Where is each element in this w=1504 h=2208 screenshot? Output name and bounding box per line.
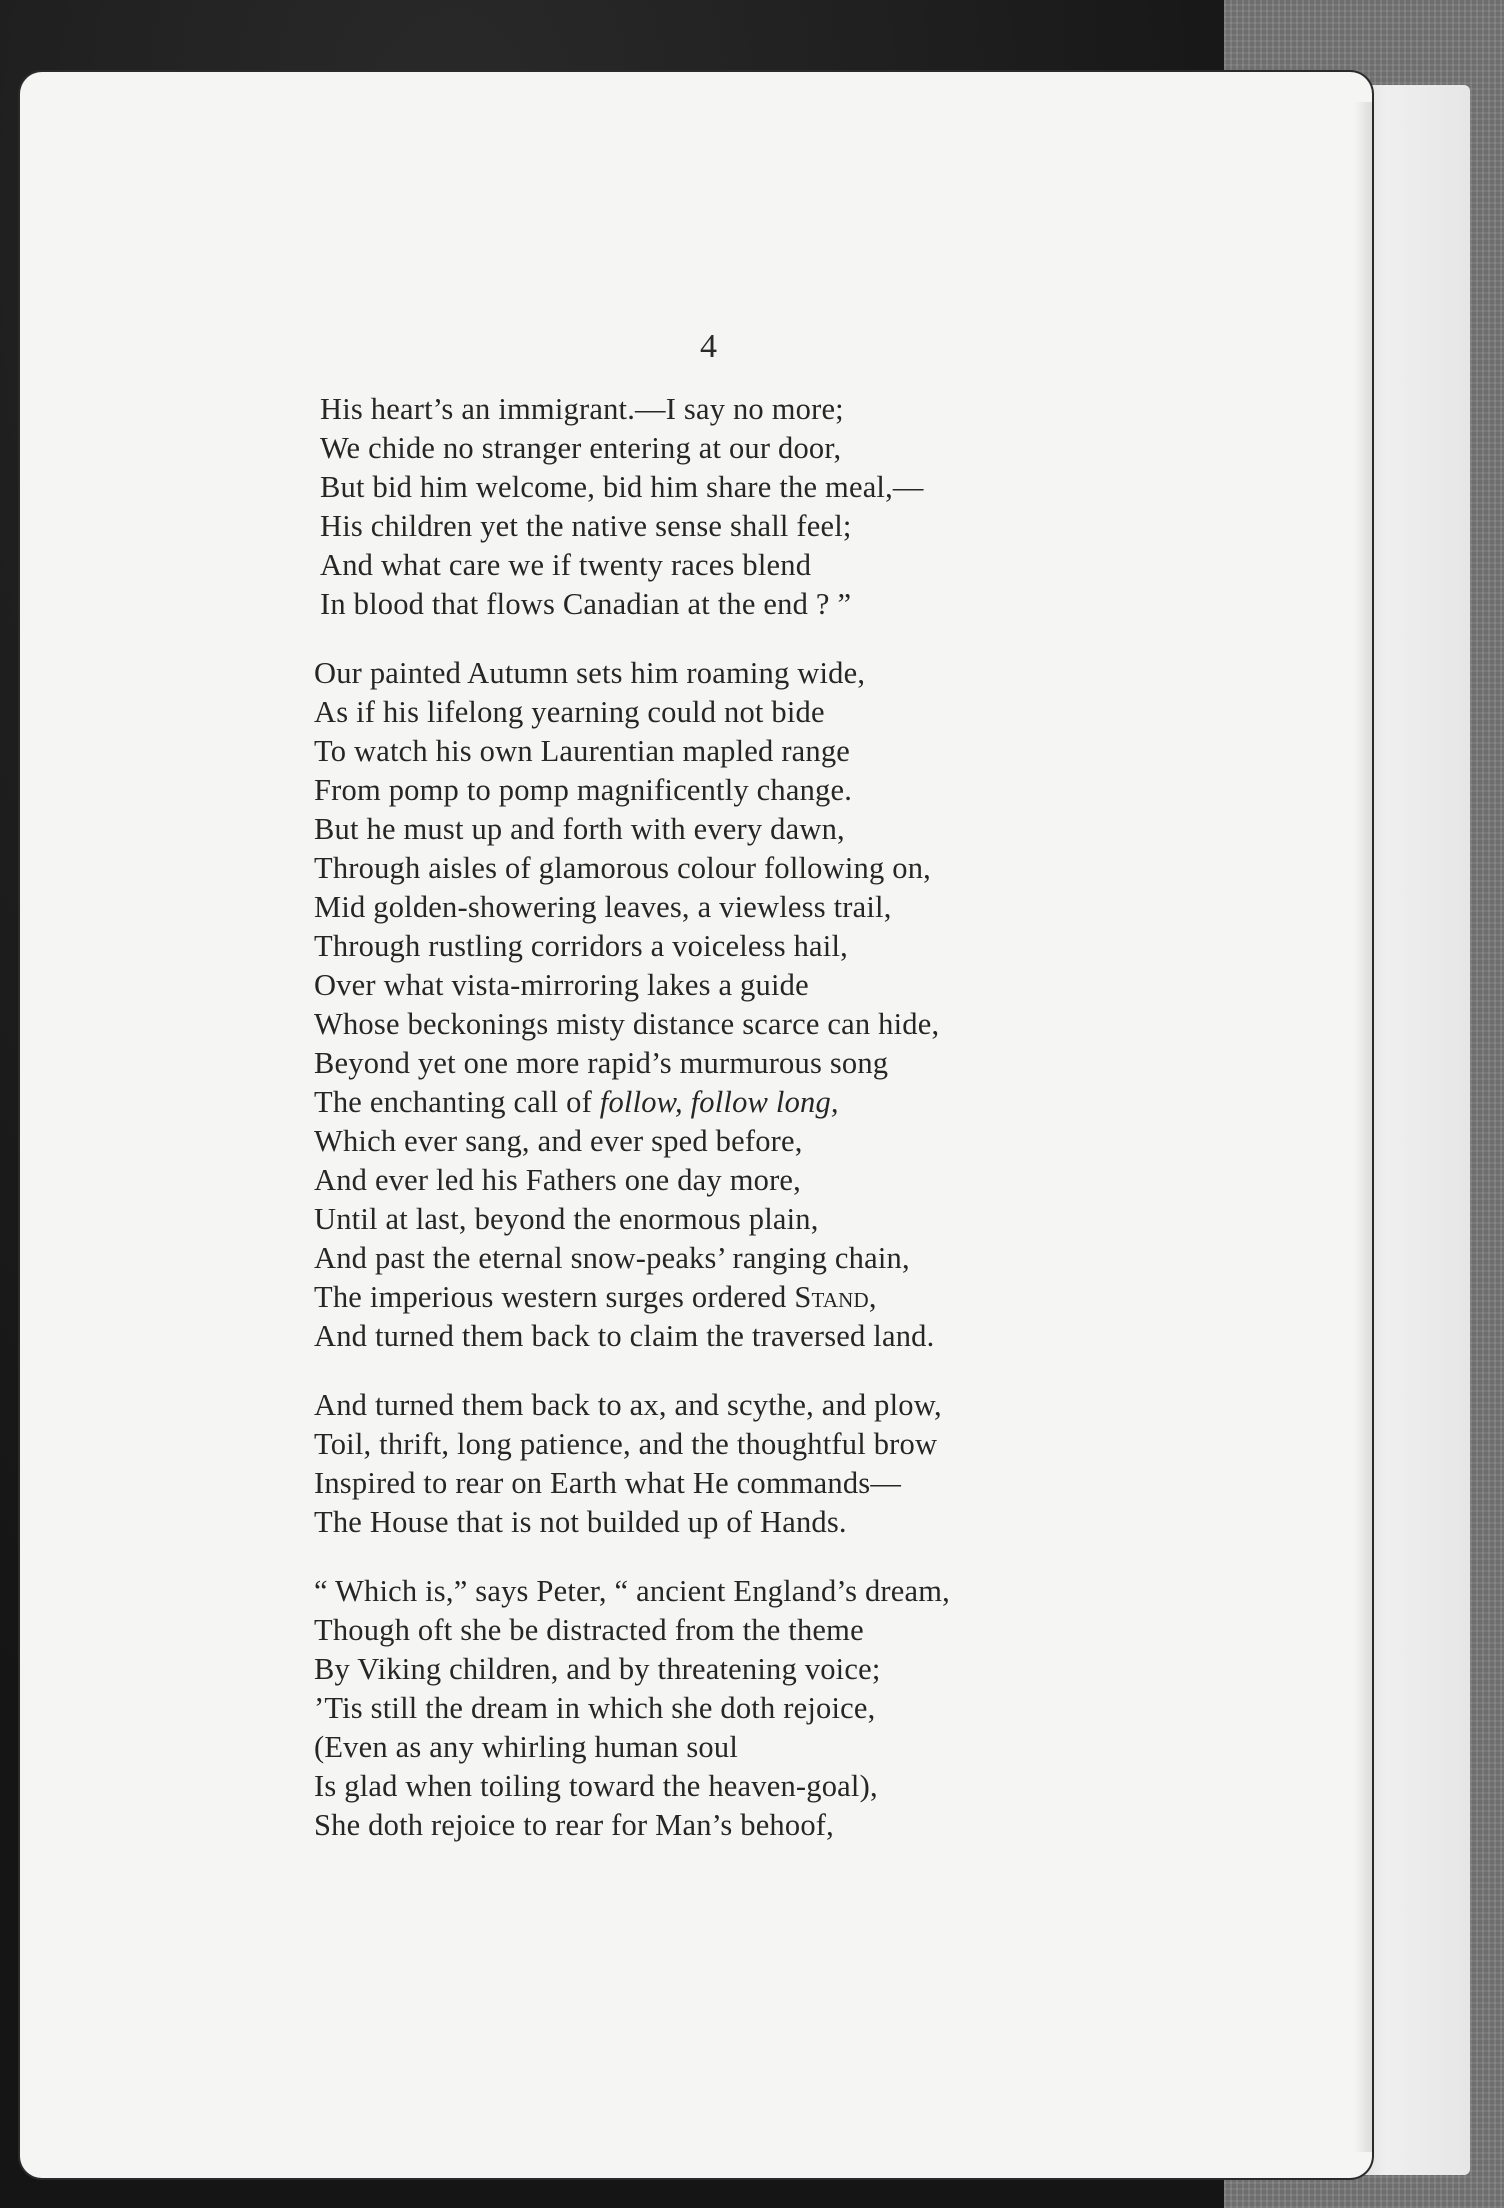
poem-line: And turned them back to ax, and scythe, and plow, [314,1388,942,1422]
poem-line: Until at last, beyond the enormous plain, [314,1202,819,1236]
poem-line: And what care we if twenty races blend [320,548,812,582]
poem-line: “ Which is,” says Peter, “ ancient England’s dream, [314,1574,951,1608]
poem-line: And ever led his Fathers one day more, [314,1163,801,1197]
poem-line: In blood that flows Canadian at the end ? ” [320,587,852,621]
poem-line: But he must up and forth with every dawn, [314,812,845,846]
poem-line [314,1083,1320,1122]
poem-line: Mid golden-showering leaves, a viewless trail, [314,890,892,924]
poem-line: Over what vista-mirroring lakes a guide [314,968,809,1002]
poem-line: And turned them back to claim the traversed land. [314,1319,935,1353]
poem-line: Through rustling corridors a voiceless hail, [314,929,848,963]
stanza-4 [314,1572,1320,1845]
poem-line: Through aisles of glamorous colour following on, [314,851,931,885]
stanza-1 [320,390,1320,624]
italic-phrase: follow, follow long, [599,1085,839,1119]
poem-line-text: The enchanting call of [314,1085,600,1119]
poem-line: Which ever sang, and ever sped before, [314,1124,803,1158]
poem-line [314,1278,1320,1317]
poem-line: Whose beckonings misty distance scarce can hide, [314,1007,940,1041]
poem-line: (Even as any whirling human soul [314,1730,739,1764]
poem-line: But bid him welcome, bid him share the meal,— [320,470,924,504]
poem-line: From pomp to pomp magnificently change. [314,773,853,807]
poem-line: His children yet the native sense shall feel; [320,509,852,543]
stanza-2 [314,654,1320,1356]
poem-line: Our painted Autumn sets him roaming wide, [314,656,866,690]
poem-line: Beyond yet one more rapid’s murmurous song [314,1046,889,1080]
poem-line: By Viking children, and by threatening voice; [314,1652,881,1686]
poem-line: To watch his own Laurentian mapled range [314,734,851,768]
poem-line: As if his lifelong yearning could not bide [314,695,825,729]
poem-line-text: The imperious western surges ordered [314,1280,795,1314]
poem-line: His heart’s an immigrant.—I say no more; [320,392,844,426]
small-caps-word: Stand, [794,1280,877,1314]
poem-line: And past the eternal snow-peaks’ ranging chain, [314,1241,910,1275]
poem-text [314,390,1320,1875]
poem-line: ’Tis still the dream in which she doth rejoice, [314,1691,876,1725]
poem-line: Is glad when toiling toward the heaven-goal), [314,1769,878,1803]
stanza-3 [314,1386,1320,1542]
page-gutter-shadow [1354,102,1372,2152]
page-number: 4 [700,328,717,365]
poem-line: Though oft she be distracted from the theme [314,1613,864,1647]
poem-line: The House that is not builded up of Hands. [314,1505,847,1539]
poem-line: Inspired to rear on Earth what He commands— [314,1466,902,1500]
poem-line: Toil, thrift, long patience, and the thoughtful brow [314,1427,938,1461]
poem-line: She doth rejoice to rear for Man’s behoof, [314,1808,834,1842]
poem-line: We chide no stranger entering at our door, [320,431,842,465]
